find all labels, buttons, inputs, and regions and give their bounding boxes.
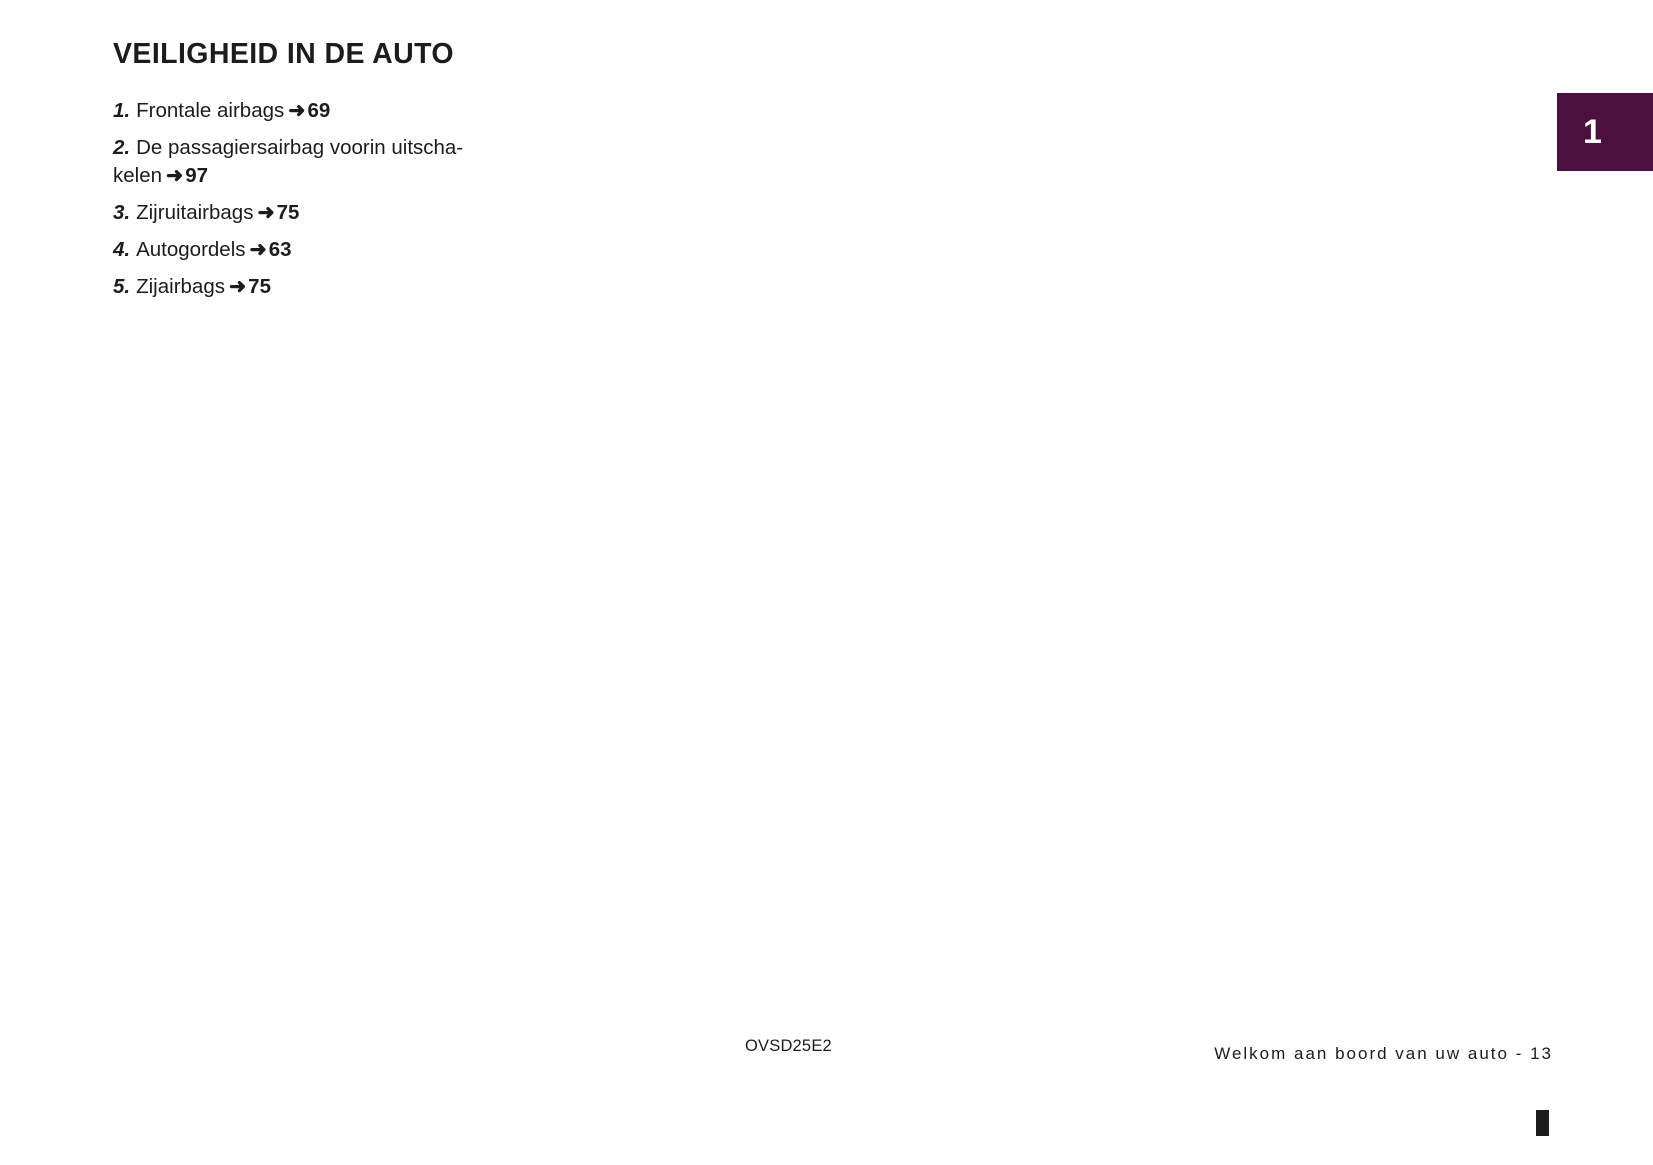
arrow-right-icon: ➜ — [249, 238, 267, 261]
chapter-number-tab — [1557, 93, 1653, 171]
list-item — [113, 134, 543, 190]
list-item-number: 1. — [113, 99, 131, 122]
page-content — [113, 38, 813, 310]
list-item-label: Frontale airbags — [136, 99, 285, 122]
list-item — [113, 236, 543, 264]
list-item-label: Zijruitairbags — [136, 201, 254, 224]
list-item-label: De passagiersairbag voorin uitscha-kelen — [113, 136, 464, 187]
list-item-page: 75 — [276, 201, 300, 224]
list-item-number: 4. — [113, 238, 131, 261]
list-item-number: 5. — [113, 275, 131, 298]
list-item-number: 2. — [113, 136, 131, 159]
document-code: OVSD25E2 — [745, 1037, 832, 1055]
arrow-right-icon: ➜ — [228, 275, 247, 298]
list-item — [113, 199, 543, 227]
footer-section-page: Welkom aan boord van uw auto - 13 — [1214, 1044, 1553, 1063]
reference-list — [113, 97, 813, 301]
arrow-right-icon: ➜ — [166, 164, 184, 187]
list-item — [113, 273, 543, 301]
footer-mark — [1536, 1110, 1549, 1136]
list-item-label: Zijairbags — [136, 275, 225, 298]
arrow-right-icon: ➜ — [288, 99, 306, 122]
chapter-number: 1 — [1583, 112, 1602, 151]
list-item-page: 63 — [268, 238, 292, 261]
page-title: VEILIGHEID IN DE AUTO — [113, 38, 454, 70]
arrow-right-icon: ➜ — [257, 201, 275, 224]
list-item-label: Autogordels — [136, 238, 246, 261]
list-item — [113, 97, 543, 125]
list-item-page: 75 — [248, 275, 271, 298]
list-item-page: 97 — [185, 164, 209, 187]
list-item-number: 3. — [113, 201, 131, 224]
list-item-page: 69 — [307, 99, 331, 122]
